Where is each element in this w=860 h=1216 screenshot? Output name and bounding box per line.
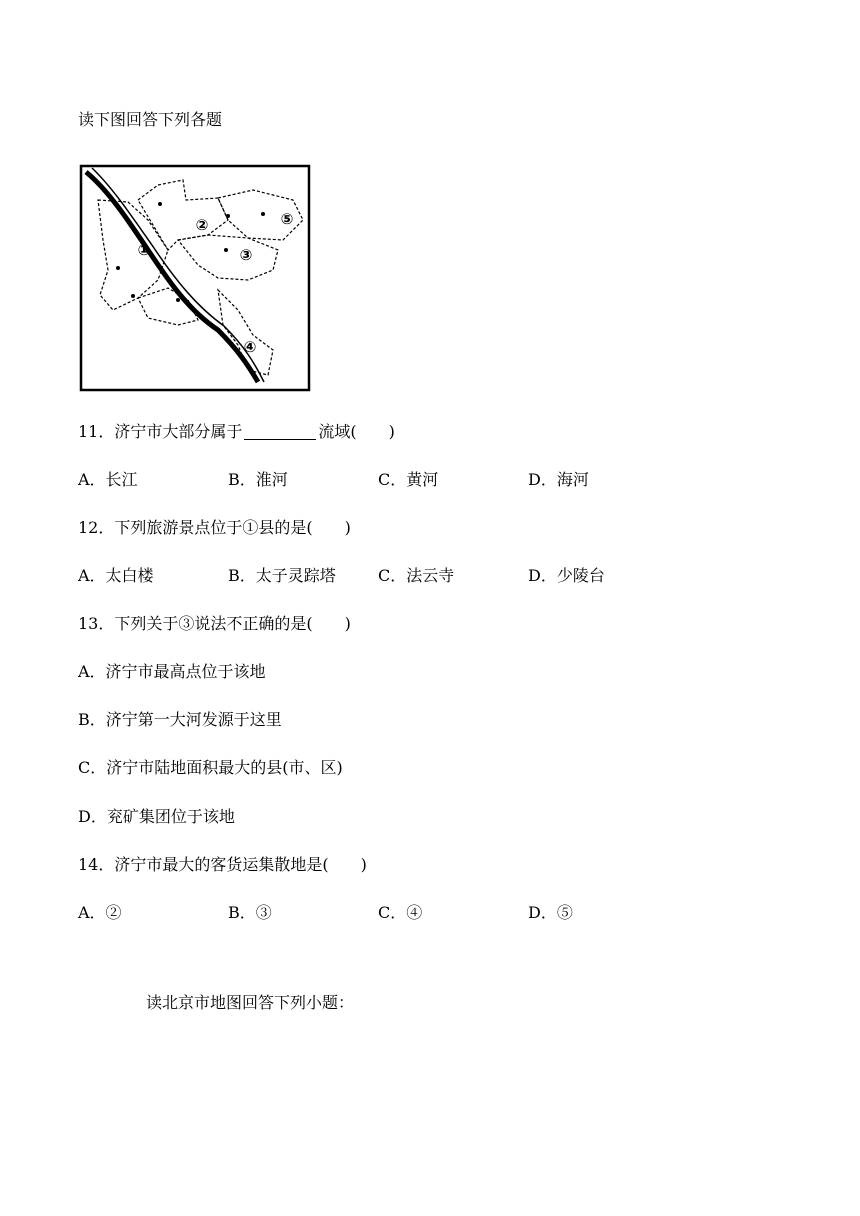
option-11-a: A．长江 (78, 470, 138, 489)
region-label-3: ③ (239, 246, 253, 264)
option-14-b: B．③ (228, 903, 272, 922)
region-label-2: ② (195, 216, 209, 234)
option-12-a: A．太白楼 (78, 566, 154, 585)
option-11-d: D．海河 (528, 470, 589, 489)
option-13-a: A．济宁市最高点位于该地 (78, 662, 266, 681)
question-11-stem-start: 11．济宁市大部分属于 (78, 422, 243, 441)
question-12: 12．下列旅游景点位于①县的是( ) (78, 518, 351, 537)
county-boundaries (98, 180, 303, 375)
question-11 (78, 422, 395, 442)
option-11-b: B．淮河 (228, 470, 288, 489)
region-label-4: ④ (243, 338, 257, 356)
option-12-d: D．少陵台 (528, 566, 605, 585)
option-14-d: D．⑤ (528, 903, 573, 922)
option-13-b: B．济宁第一大河发源于这里 (78, 710, 282, 729)
option-12-b: B．太子灵踪塔 (228, 566, 336, 585)
question-14: 14．济宁市最大的客货运集散地是( ) (78, 855, 367, 874)
option-11-c: C．黄河 (378, 470, 439, 489)
option-14-a: A．② (78, 903, 122, 922)
section-intro: 读下图回答下列各题 (78, 110, 223, 129)
jining-map (78, 160, 314, 394)
option-13-c: C．济宁市陆地面积最大的县(市、区) (78, 758, 343, 777)
region-label-1: ① (137, 241, 151, 259)
river-line (86, 172, 258, 382)
option-12-c: C．法云寺 (378, 566, 455, 585)
region-label-5: ⑤ (280, 210, 294, 228)
region-labels (138, 210, 294, 356)
option-14-c: C．④ (378, 903, 423, 922)
question-11-stem-end: 流域( ) (318, 422, 395, 441)
question-13: 13．下列关于③说法不正确的是( ) (78, 614, 351, 633)
section-intro-2: 读北京市地图回答下列小题： (146, 993, 355, 1012)
answer-blank (244, 423, 316, 440)
option-13-d: D．兖矿集团位于该地 (78, 807, 235, 826)
